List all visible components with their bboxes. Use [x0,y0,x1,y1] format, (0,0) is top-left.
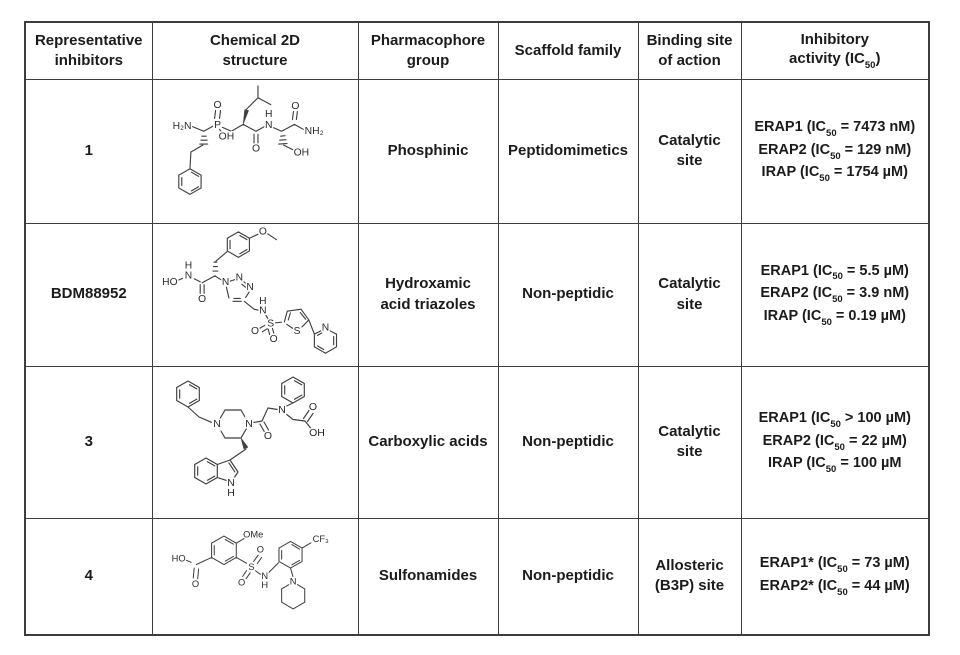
atom-label: N [259,305,267,317]
activity-cell: ERAP1 ($IC_{50} > 100$ µM) ERAP2 ($IC_{50} = 22$ µM) IRAP ($IC_{50} = 100$ µM [741,366,929,518]
atom-label: HO [171,552,186,563]
inhibitor-id-1: 1 [25,79,152,223]
inhibitor-id-3: 3 [25,366,152,518]
binding-site-cell: Catalytic site [638,79,741,223]
atom-label: N [261,570,269,581]
atom-label: HO [162,277,178,289]
pharmacophore-cell: Carboxylic acids [358,366,498,518]
activity-cell: ERAP1 ($IC_{50} = 7473$ nM) ERAP2 ($IC_{50} = 129$ nM) IRAP ($IC_{50} = 1754$ µM) [741,79,929,223]
atom-label: N [245,418,253,430]
chemical-structure-sulfonamide [166,521,344,632]
scaffold-cell: Non-peptidic [498,366,638,518]
atom-label: S [248,561,255,572]
atom-label: OH [293,147,310,159]
scaffold-cell: Peptidomimetics [498,79,638,223]
atom-label: H [261,579,269,590]
col-header-pharmacophore-group: Pharmacophore group [358,22,498,79]
atom-label: O [213,100,222,112]
scaffold-cell: Non-peptidic [498,518,638,635]
structure-cell-3 [152,366,358,518]
atom-label: O [198,293,207,305]
atom-label: O [263,430,273,442]
structure-cell-4 [152,518,358,635]
atom-label: S [267,318,275,330]
atom-label: N [265,119,273,131]
pharmacophore-cell: Phosphinic [358,79,498,223]
binding-site-cell: Allosteric (B3P) site [638,518,741,635]
col-header-binding-site: Binding site of action [638,22,741,79]
atom-label: O [191,578,200,589]
col-header-inhibitory-activity: Inhibitory activity $(IC_{50})$ [741,22,929,79]
activity-cell: ERAP1* ($IC_{50} = 73$ µM) ERAP2* ($IC_{50} = 44$ µM) [741,518,929,635]
atom-label: O [251,326,259,338]
chemical-structure-carboxylic-acid [155,372,355,512]
atom-label: H₂N [172,120,192,132]
atom-label: H [184,260,193,272]
pharmacophore-cell: Sulfonamides [358,518,498,635]
atom-label: OH [309,427,325,439]
atom-label: O [258,226,267,238]
inhibitor-id-bdm88952: BDM88952 [25,223,152,366]
table-row [25,366,929,518]
inhibitor-id-4: 4 [25,518,152,635]
atom-label: N [221,277,230,289]
atom-label: P [214,119,221,131]
atom-label: N [278,404,286,416]
table-row [25,79,929,223]
atom-label: H [227,487,235,499]
binding-site-cell: Catalytic site [638,223,741,366]
table-row [25,223,929,366]
atom-label: H [265,109,273,121]
atom-label: N [227,477,235,489]
atom-label: N [321,322,330,334]
atom-label: S [293,326,301,338]
chemical-structure-phosphinic [155,82,355,220]
atom-label: O [238,576,246,587]
scaffold-cell: Non-peptidic [498,223,638,366]
atom-label: OMe [243,528,264,539]
chemical-structure-hydroxamic-triazole [155,226,355,363]
table-row [25,518,929,635]
structure-cell-1 [152,79,358,223]
col-header-scaffold-family: Scaffold family [498,22,638,79]
atom-label: CF₃ [312,533,329,544]
atom-label: O [256,543,264,554]
col-header-chemical-2d-structure: Chemical 2D structure [152,22,358,79]
atom-label: N [289,575,297,586]
atom-label: N [235,272,244,284]
atom-label: OH [218,131,235,143]
inhibitors-table [24,21,930,636]
atom-label: O [308,401,318,413]
atom-label: O [251,143,261,155]
atom-label: O [269,334,278,346]
atom-label: N [246,282,254,294]
atom-label: NH₂ [304,125,324,137]
col-header-representative-inhibitors: Representative inhibitors [25,22,152,79]
binding-site-cell: Catalytic site [638,366,741,518]
pharmacophore-cell: Hydroxamic acid triazoles [358,223,498,366]
structure-cell-2 [152,223,358,366]
atom-label: H [259,295,267,307]
atom-label: N [213,418,221,430]
header-row [25,22,929,79]
atom-label: N [184,270,193,282]
activity-cell: ERAP1 ($IC_{50} = 5.5$ µM) ERAP2 ($IC_{50} = 3.9$ nM) IRAP ($IC_{50} = 0.19$ µM) [741,223,929,366]
atom-label: O [291,101,300,113]
